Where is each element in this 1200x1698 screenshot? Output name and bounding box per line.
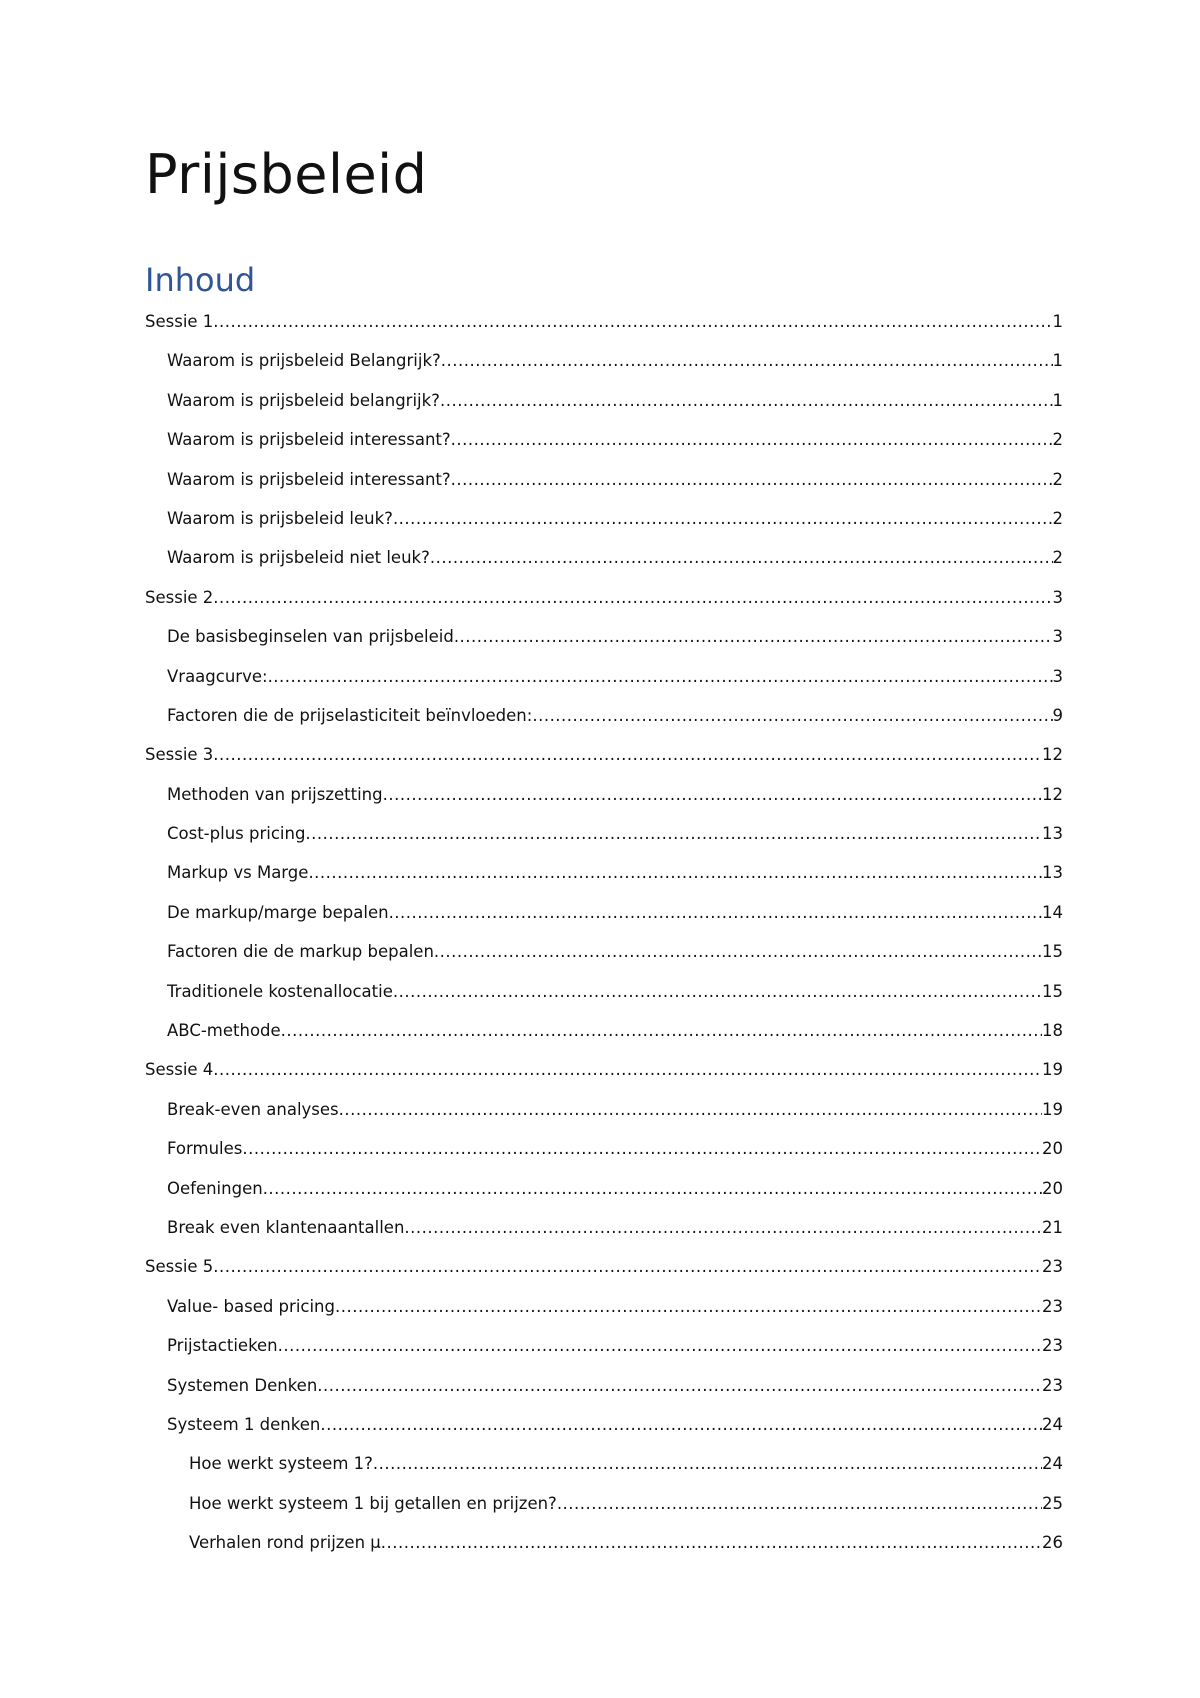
toc-entry-page-number: 23 [1042, 1336, 1063, 1356]
toc-entry-page-number: 26 [1042, 1533, 1063, 1553]
toc-entry-page-number: 2 [1052, 548, 1063, 568]
toc-entry-label: Value- based pricing [167, 1296, 335, 1316]
toc-dot-leader [451, 460, 1053, 499]
toc-entry-label: Oefeningen [167, 1178, 263, 1198]
toc-entry-label: Waarom is prijsbeleid Belangrijk? [167, 351, 441, 371]
toc-entry-label: Factoren die de prijselasticiteit beïnvloeden: [167, 705, 533, 725]
toc-entry[interactable] [145, 972, 1063, 1011]
toc-entry-page-number: 2 [1052, 430, 1063, 450]
toc-entry-label: Prijstactieken [167, 1336, 278, 1356]
toc-entry-label: Sessie 2 [145, 587, 214, 607]
toc-entry-page-number: 1 [1052, 351, 1063, 371]
toc-entry-page-number: 25 [1042, 1493, 1063, 1513]
toc-dot-leader [213, 578, 1052, 617]
document-title: Prijsbeleid [145, 143, 428, 206]
toc-entry[interactable] [145, 853, 1063, 892]
toc-entry[interactable] [145, 1247, 1063, 1286]
toc-dot-leader [389, 893, 1042, 932]
toc-entry-label: Systemen Denken [167, 1375, 318, 1395]
toc-entry[interactable] [145, 814, 1063, 853]
toc-entry-label: Waarom is prijsbeleid leuk? [167, 508, 393, 528]
toc-entry[interactable] [145, 1287, 1063, 1326]
toc-entry-label: Vraagcurve: [167, 666, 268, 686]
toc-entry[interactable] [145, 460, 1063, 499]
toc-entry-label: Sessie 3 [145, 745, 214, 765]
toc-entry-page-number: 3 [1052, 666, 1063, 686]
toc-entry-label: Traditionele kostenallocatie [167, 981, 393, 1001]
toc-entry-page-number: 24 [1042, 1454, 1063, 1474]
toc-dot-leader [373, 1444, 1042, 1483]
toc-entry[interactable] [145, 775, 1063, 814]
toc-entry-page-number: 21 [1042, 1217, 1063, 1237]
toc-entry-label: Sessie 5 [145, 1257, 214, 1277]
toc-entry[interactable] [145, 735, 1063, 774]
toc-entry-label: ABC-methode [167, 1021, 281, 1041]
toc-entry[interactable] [145, 1208, 1063, 1247]
toc-entry[interactable] [145, 381, 1063, 420]
toc-dot-leader [440, 381, 1053, 420]
toc-entry[interactable] [145, 499, 1063, 538]
toc-entry-label: Waarom is prijsbeleid belangrijk? [167, 390, 440, 410]
toc-dot-leader [434, 932, 1042, 971]
toc-entry-label: Break even klantenaantallen [167, 1217, 405, 1237]
toc-dot-leader [557, 1484, 1042, 1523]
toc-dot-leader [335, 1287, 1042, 1326]
toc-dot-leader [278, 1326, 1042, 1365]
toc-entry-page-number: 12 [1042, 784, 1063, 804]
toc-entry[interactable] [145, 538, 1063, 577]
toc-entry-page-number: 2 [1052, 508, 1063, 528]
toc-dot-leader [393, 972, 1042, 1011]
toc-dot-leader [305, 814, 1042, 853]
toc-dot-leader [268, 657, 1053, 696]
toc-dot-leader [242, 1129, 1042, 1168]
toc-entry[interactable] [145, 1326, 1063, 1365]
toc-entry-page-number: 19 [1042, 1060, 1063, 1080]
toc-entry-label: Sessie 4 [145, 1060, 214, 1080]
toc-entry[interactable] [145, 420, 1063, 459]
toc-entry-page-number: 13 [1042, 824, 1063, 844]
toc-entry-label: Methoden van prijszetting [167, 784, 383, 804]
toc-entry-label: Cost-plus pricing [167, 824, 306, 844]
toc-entry[interactable] [145, 657, 1063, 696]
toc-entry-page-number: 23 [1042, 1296, 1063, 1316]
toc-entry-label: Waarom is prijsbeleid interessant? [167, 430, 451, 450]
toc-entry-label: Waarom is prijsbeleid niet leuk? [167, 548, 430, 568]
toc-entry[interactable] [145, 341, 1063, 380]
toc-dot-leader [339, 1090, 1042, 1129]
toc-heading: Inhoud [145, 261, 256, 299]
toc-entry-page-number: 18 [1042, 1021, 1063, 1041]
toc-entry-page-number: 19 [1042, 1099, 1063, 1119]
toc-entry-page-number: 20 [1042, 1178, 1063, 1198]
toc-entry[interactable] [145, 1366, 1063, 1405]
toc-entry-page-number: 15 [1042, 981, 1063, 1001]
toc-entry-page-number: 14 [1042, 902, 1063, 922]
toc-entry[interactable] [145, 578, 1063, 617]
toc-entry-page-number: 12 [1042, 745, 1063, 765]
toc-entry-label: Hoe werkt systeem 1? [189, 1454, 373, 1474]
toc-entry[interactable] [145, 1090, 1063, 1129]
toc-entry-page-number: 23 [1042, 1257, 1063, 1277]
toc-dot-leader [532, 696, 1052, 735]
toc-entry[interactable] [145, 617, 1063, 656]
toc-dot-leader [213, 302, 1052, 341]
toc-entry[interactable] [145, 893, 1063, 932]
toc-entry-label: Formules [167, 1139, 243, 1159]
toc-entry[interactable] [145, 302, 1063, 341]
toc-entry-page-number: 24 [1042, 1414, 1063, 1434]
toc-entry-page-number: 23 [1042, 1375, 1063, 1395]
toc-entry-label: De markup/marge bepalen [167, 902, 389, 922]
toc-entry[interactable] [145, 932, 1063, 971]
toc-entry-label: Sessie 1 [145, 312, 214, 331]
toc-dot-leader [430, 538, 1053, 577]
toc-entry[interactable] [145, 1484, 1063, 1523]
toc-entry-label: De basisbeginselen van prijsbeleid [167, 627, 454, 647]
table-of-contents [145, 302, 1063, 1563]
toc-entry-page-number: 20 [1042, 1139, 1063, 1159]
toc-entry-page-number: 2 [1052, 469, 1063, 489]
toc-dot-leader [383, 775, 1042, 814]
toc-entry-label: Systeem 1 denken [167, 1414, 321, 1434]
toc-dot-leader [381, 1523, 1042, 1562]
toc-entry-page-number: 15 [1042, 942, 1063, 962]
toc-entry-page-number: 9 [1052, 705, 1063, 725]
toc-dot-leader [454, 617, 1053, 656]
toc-entry[interactable] [145, 696, 1063, 735]
toc-entry[interactable] [145, 1444, 1063, 1483]
toc-entry-label: Verhalen rond prijzen µ [189, 1533, 381, 1553]
toc-entry[interactable] [145, 1523, 1063, 1562]
toc-dot-leader [451, 420, 1053, 459]
toc-dot-leader [393, 499, 1053, 538]
toc-entry-label: Break-even analyses [167, 1099, 339, 1119]
toc-entry-label: Waarom is prijsbeleid interessant? [167, 469, 451, 489]
toc-dot-leader [441, 341, 1053, 380]
toc-dot-leader [263, 1169, 1042, 1208]
toc-entry[interactable] [145, 1011, 1063, 1050]
toc-dot-leader [308, 853, 1042, 892]
toc-dot-leader [213, 735, 1042, 774]
toc-entry-page-number: 13 [1042, 863, 1063, 883]
toc-dot-leader [317, 1366, 1042, 1405]
toc-entry[interactable] [145, 1405, 1063, 1444]
toc-dot-leader [320, 1405, 1042, 1444]
toc-entry[interactable] [145, 1169, 1063, 1208]
toc-dot-leader [213, 1247, 1042, 1286]
toc-entry-page-number: 3 [1052, 587, 1063, 607]
toc-entry[interactable] [145, 1129, 1063, 1168]
toc-entry-page-number: 1 [1052, 312, 1063, 331]
toc-dot-leader [281, 1011, 1042, 1050]
toc-dot-leader [213, 1050, 1042, 1089]
toc-entry-page-number: 1 [1052, 390, 1063, 410]
toc-entry[interactable] [145, 1050, 1063, 1089]
toc-entry-page-number: 3 [1052, 627, 1063, 647]
toc-entry-label: Factoren die de markup bepalen [167, 942, 434, 962]
toc-entry-label: Hoe werkt systeem 1 bij getallen en prijzen? [189, 1493, 557, 1513]
toc-dot-leader [404, 1208, 1042, 1247]
toc-entry-label: Markup vs Marge [167, 863, 309, 883]
